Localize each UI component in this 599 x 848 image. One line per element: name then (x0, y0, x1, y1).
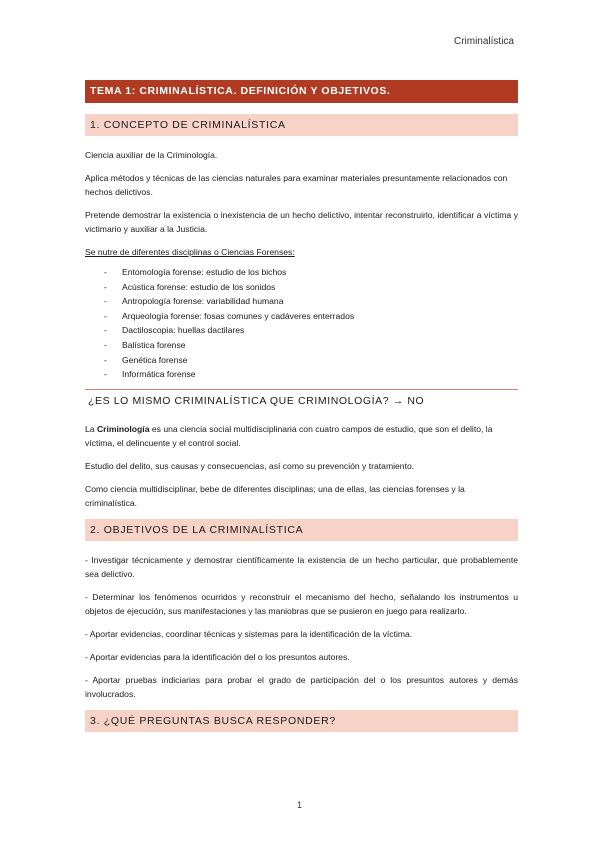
dash-bullet: - (104, 281, 107, 292)
objective-item: - Aportar evidencias, coordinar técnicas y sistemas para la identificación de la víctima. (85, 628, 413, 639)
running-header: Criminalística (453, 36, 514, 47)
section-2-heading: 2. OBJETIVOS DE LA CRIMINALÍSTICA (85, 519, 518, 541)
section-1-paragraph-1: Ciencia auxiliar de la Criminología. (85, 150, 218, 160)
subsection-paragraph-2: Estudio del delito, sus causas y consecuencias, así como su prevención y tratamiento. (85, 460, 415, 471)
objective-item: - Aportar pruebas indiciarias para probar el grado de participación del o los presuntos autores y demás involucrados. (85, 674, 518, 699)
dash-bullet: - (104, 339, 107, 350)
list-item: - Balística forense (85, 338, 518, 353)
subsection-paragraph-1: La Criminología es una ciencia social multidisciplinaria con cuatro campos de estudio, que son el delito, la víctima, el delincuente y el control social. (85, 423, 493, 448)
list-item: - Acústica forense: estudio de los sonidos (85, 280, 518, 295)
objective-item: - Aportar evidencias para la identificación del o los presuntos autores. (85, 651, 350, 662)
section-1-heading: 1. CONCEPTO DE CRIMINALÍSTICA (85, 114, 518, 136)
list-item: - Informática forense (85, 367, 518, 382)
page-content (85, 80, 518, 744)
dash-bullet: - (104, 354, 107, 365)
section-1-paragraph-4: Se nutre de diferentes disciplinas o Ciencias Forenses: (85, 247, 295, 257)
list-item: - Dactiloscopia: huellas dactilares (85, 323, 518, 338)
tema-title: TEMA 1: CRIMINALÍSTICA. DEFINICIÓN Y OBJETIVOS. (85, 80, 518, 103)
subsection-paragraph-3: Como ciencia multidisciplinar, bebe de diferentes disciplinas; una de ellas, las ciencias forenses y la criminalística. (85, 483, 465, 508)
list-item: - Antropología forense: variabilidad humana (85, 294, 518, 309)
list-item: - Entomología forense: estudio de los bichos (85, 265, 518, 280)
dash-bullet: - (104, 267, 107, 277)
criminologia-term: Criminología (96, 423, 150, 434)
forensic-disciplines-list (85, 265, 518, 382)
objective-item: - Determinar los fenómenos ocurridos y reconstruir el mecanismo del hecho, señalando los instrumentos u objetos de ejecución, sus manifestaciones y las maniobras que se pusieron en juego para realizarlo. (85, 591, 518, 616)
dash-bullet: - (104, 369, 107, 380)
subsection-heading: ¿ES LO MISMO CRIMINALÍSTICA QUE CRIMINOLOGÍA? → NO (85, 389, 518, 412)
dash-bullet: - (104, 325, 107, 336)
section-1-paragraph-3: Pretende demostrar la existencia o inexistencia de un hecho delictivo, intentar reconstruirlo, identificar a víctima y victimario y auxiliar a la Justicia. (85, 210, 518, 234)
dash-bullet: - (104, 296, 107, 307)
section-3-heading: 3. ¿QUÉ PREGUNTAS BUSCA RESPONDER? (85, 710, 518, 732)
dash-bullet: - (104, 310, 107, 321)
list-item: - Arqueología forense: fosas comunes y cadáveres enterrados (85, 309, 518, 324)
page-number: 1 (296, 800, 302, 810)
section-1-paragraph-2: Aplica métodos y técnicas de las ciencias naturales para examinar materiales presuntamente relacionados con hechos delictivos. (85, 173, 508, 197)
objective-item: - Investigar técnicamente y demostrar científicamente la existencia de un hecho particular, que probablemente sea delictivo. (85, 554, 518, 579)
list-item: - Genética forense (85, 353, 518, 368)
